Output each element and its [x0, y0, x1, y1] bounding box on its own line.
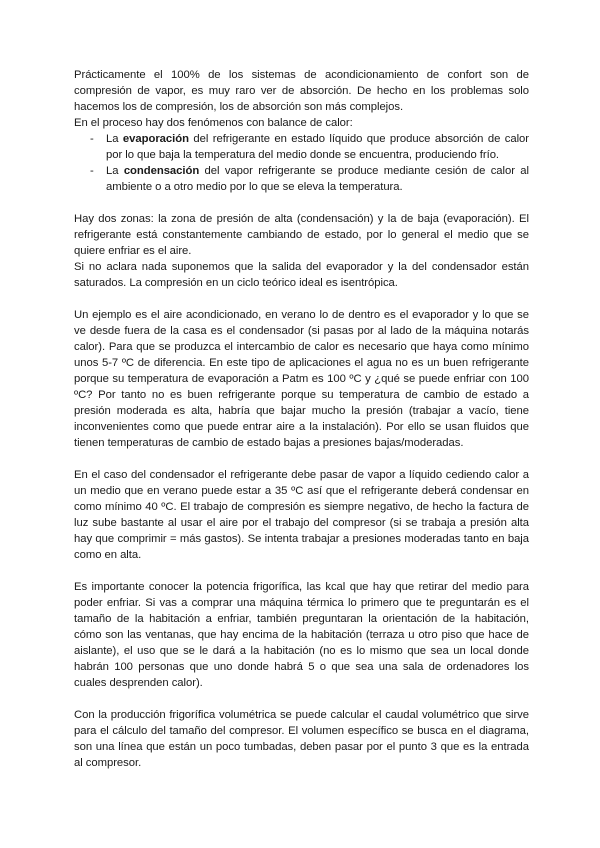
intro-text-b: En el proceso hay dos fenómenos con balance de calor: [74, 117, 353, 129]
bullet-condensation [74, 163, 529, 195]
document-body [74, 67, 529, 771]
bullet-dash: - [90, 133, 94, 145]
paragraph-spacer [74, 691, 529, 707]
bullet-evaporation [74, 131, 529, 163]
paragraph-spacer [74, 291, 529, 307]
zones-text-a: Hay dos zonas: la zona de presión de alta (condensación) y la de baja (evaporación). El refrigerante está constantemente cambiando de estado, por lo general el medio que se quiere enfriar es el aire. [74, 213, 529, 257]
zones-text-b: Si no aclara nada suponemos que la salida del evaporador y la del condensador están saturados. La compresión en un ciclo teórico ideal es isentrópica. [74, 261, 529, 289]
bullet-description: del vapor refrigerante se produce mediante cesión de calor al ambiente o a otro medio por lo que se eleva la temperatura. [106, 165, 529, 193]
condenser-paragraph: En el caso del condensador el refrigerante debe pasar de vapor a líquido cediendo calor a un medio que en verano puede estar a 35 ºC así que el refrigerante deberá condensar en como mínimo 40 ºC. El trabajo de compresión es siempre negativo, de hecho la factura de luz sube bastante al usar el aire por el trabajo del compresor (si se trabaja a presión alta hay que comprimir = más gastos). Se intenta trabajar a presiones moderadas tanto en baja como en alta. [74, 469, 529, 561]
bullet-term: condensación [123, 165, 200, 177]
bullet-description: del refrigerante en estado líquido que produce absorción de calor por lo que baja la temperatura del medio donde se encuentra, produciendo frío. [106, 133, 529, 161]
production-paragraph: Con la producción frigorífica volumétrica se puede calcular el caudal volumétrico que sirve para el cálculo del tamaño del compresor. El volumen específico se busca en el diagrama, son una línea que están un poco tumbadas, deben pasar por el punto 3 que es la entrada al compresor. [74, 709, 529, 769]
paragraph-spacer [74, 451, 529, 467]
bullet-prefix: La [106, 165, 124, 177]
bullet-term: evaporación [122, 133, 189, 145]
intro-text-a: Prácticamente el 100% de los sistemas de acondicionamiento de confort son de compresión de vapor, es muy raro ver de absorción. De hecho en los problemas solo hacemos los de compresión, los de absorción son más complejos. [74, 69, 529, 113]
example-paragraph: Un ejemplo es el aire acondicionado, en verano lo de dentro es el evaporador y lo que se ve desde fuera de la casa es el condensador (si pasas por al lado de la máquina notarás calor). Para que se produzca el intercambio de calor es necesario que haya como mínimo unos 5-7 ºC de diferencia. En este tipo de aplicaciones el agua no es un buen refrigerante porque su temperatura de evaporación a Patm es 100 ºC y ¿qué se puede enfriar con 100 ºC? Por tanto no es buen refrigerante porque su temperatura de cambio de estado a presión moderada es alta, habría que bajar mucho la presión (trabajar a vacío, tiene inconvenientes como que puede entrar aire a la instalación). Por ello se usan fluidos que tienen temperaturas de cambio de estado bajas a presiones bajas/moderadas. [74, 309, 529, 449]
paragraph-spacer [74, 195, 529, 211]
heat-phenomena-list [74, 131, 529, 195]
zones-paragraph [74, 211, 529, 291]
power-paragraph: Es importante conocer la potencia frigorífica, las kcal que hay que retirar del medio para poder enfriar. Si vas a comprar una máquina térmica lo primero que te preguntarán es el tamaño de la habitación a enfriar, también preguntaran la orientación de la habitación, cómo son las ventanas, que hay encima de la habitación (terraza u otro piso que hace de aislante), el uso que se le dará a la habitación (no es lo mismo que sea un local donde habrán 100 personas que uno donde habrá 5 o que sea una sala de ordenadores los cuales desprenden calor). [74, 581, 529, 689]
bullet-prefix: La [106, 133, 123, 145]
intro-paragraph [74, 67, 529, 131]
paragraph-spacer [74, 563, 529, 579]
bullet-dash: - [90, 165, 94, 177]
